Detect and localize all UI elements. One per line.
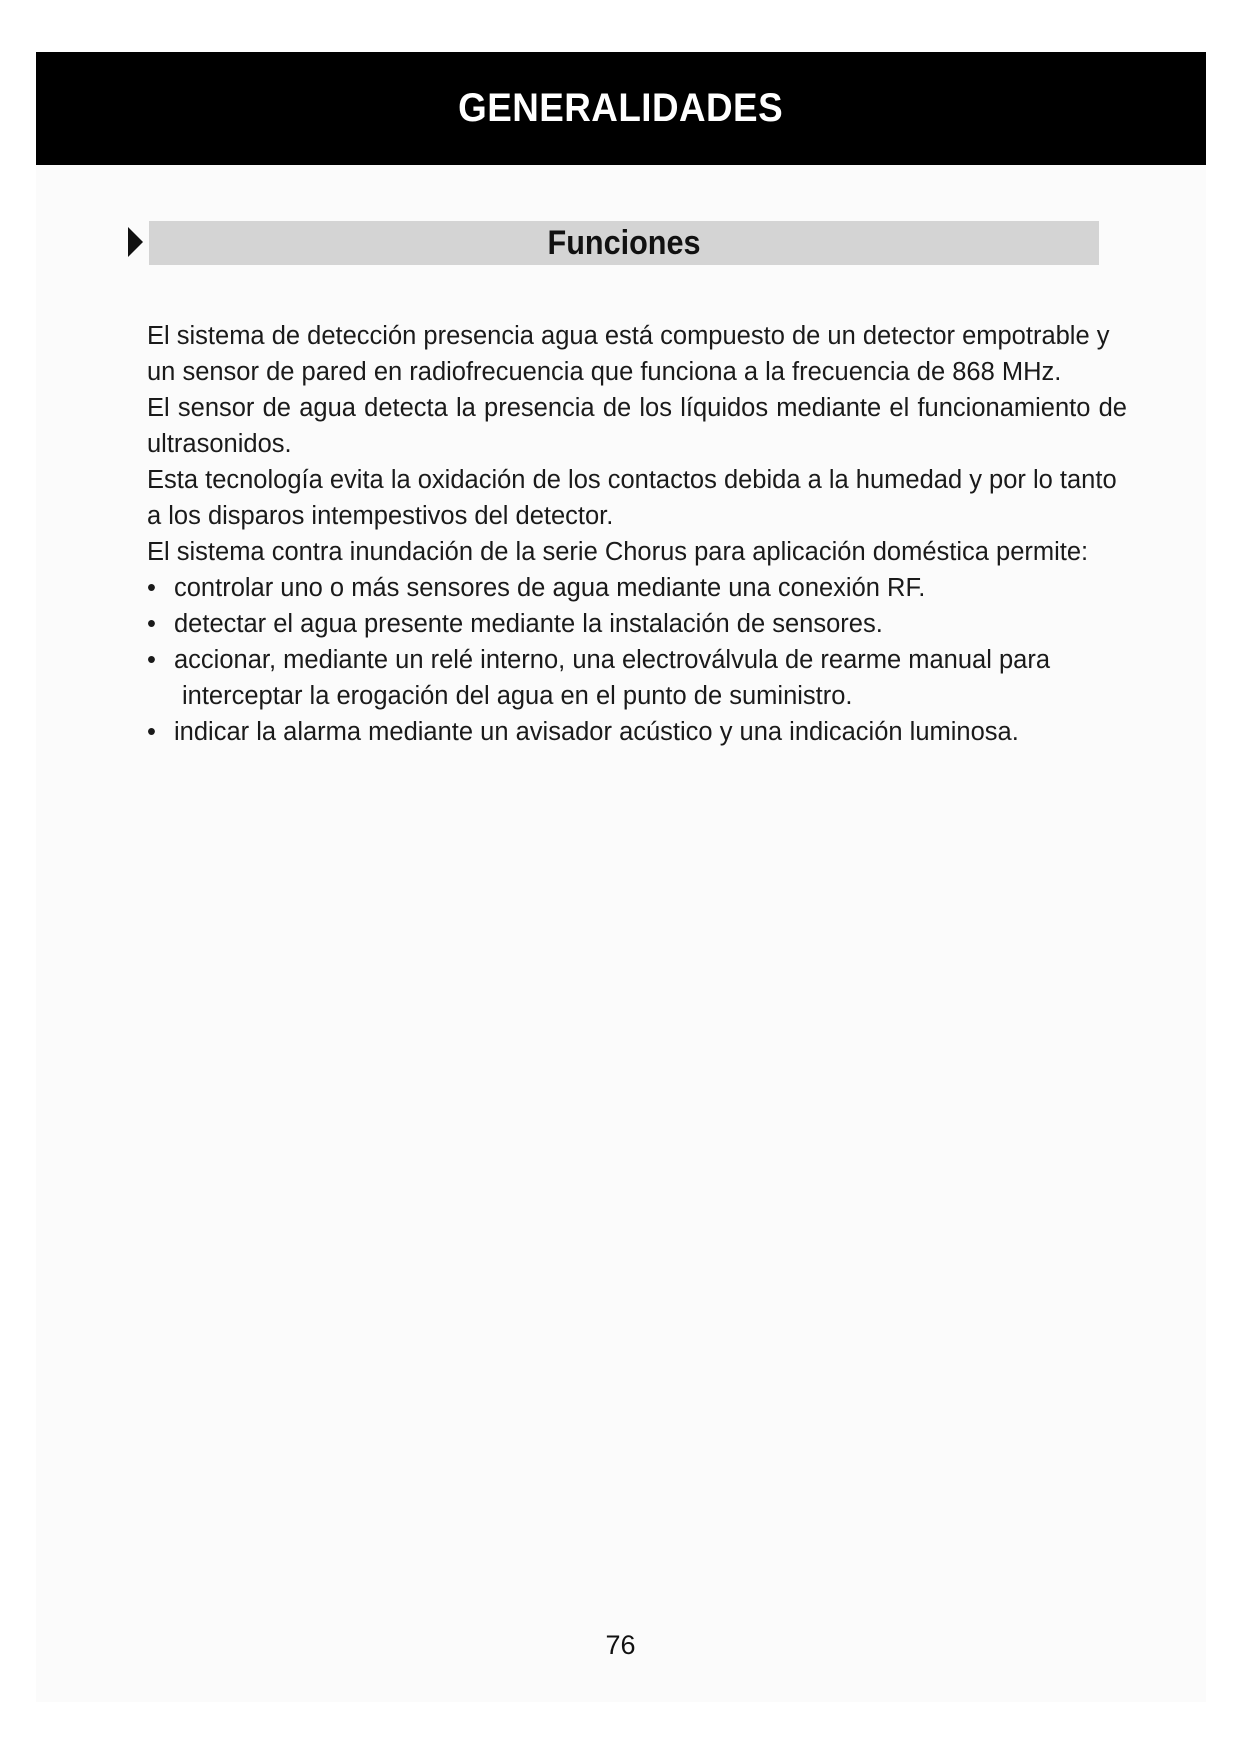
list-item xyxy=(147,642,1127,714)
list-item-continuation: interceptar la erogación del agua en el punto de suministro. xyxy=(182,682,853,710)
page-title: GENERALIDADES xyxy=(458,86,784,130)
list-item-text: accionar, mediante un relé interno, una electroválvula de rearme manual para xyxy=(174,646,1051,674)
body-content xyxy=(147,318,1127,750)
bullet-icon: • xyxy=(147,718,156,746)
paragraph-technology: Esta tecnología evita la oxidación de los contactos debida a la humedad y por lo tanto a los disparos intempestivos del detector. xyxy=(147,466,1117,530)
paragraph-sensor: El sensor de agua detecta la presencia de los líquidos mediante el funcionamiento de ultrasonidos. xyxy=(147,394,1127,458)
header-bar xyxy=(36,52,1206,165)
bullet-icon: • xyxy=(147,646,156,674)
list-item xyxy=(147,606,1127,642)
list-item-text: controlar uno o más sensores de agua mediante una conexión RF. xyxy=(174,574,926,602)
triangle-right-icon xyxy=(128,227,143,257)
list-item xyxy=(147,714,1127,750)
section-heading-bar xyxy=(149,221,1099,265)
page-number: 76 xyxy=(605,1630,636,1660)
list-item-text: detectar el agua presente mediante la instalación de sensores. xyxy=(174,610,883,638)
paragraph-system: El sistema contra inundación de la serie Chorus para aplicación doméstica permite: xyxy=(147,538,1089,566)
bullet-icon: • xyxy=(147,574,156,602)
paragraph-intro: El sistema de detección presencia agua está compuesto de un detector empotrable y un sensor de pared en radiofrecuencia que funciona a la frecuencia de 868 MHz. xyxy=(147,322,1110,386)
page-background xyxy=(36,52,1206,1702)
section-title: Funciones xyxy=(547,223,701,262)
feature-list xyxy=(147,570,1127,750)
list-item xyxy=(147,570,1127,606)
list-item-text: indicar la alarma mediante un avisador acústico y una indicación luminosa. xyxy=(174,718,1019,746)
bullet-icon: • xyxy=(147,610,156,638)
